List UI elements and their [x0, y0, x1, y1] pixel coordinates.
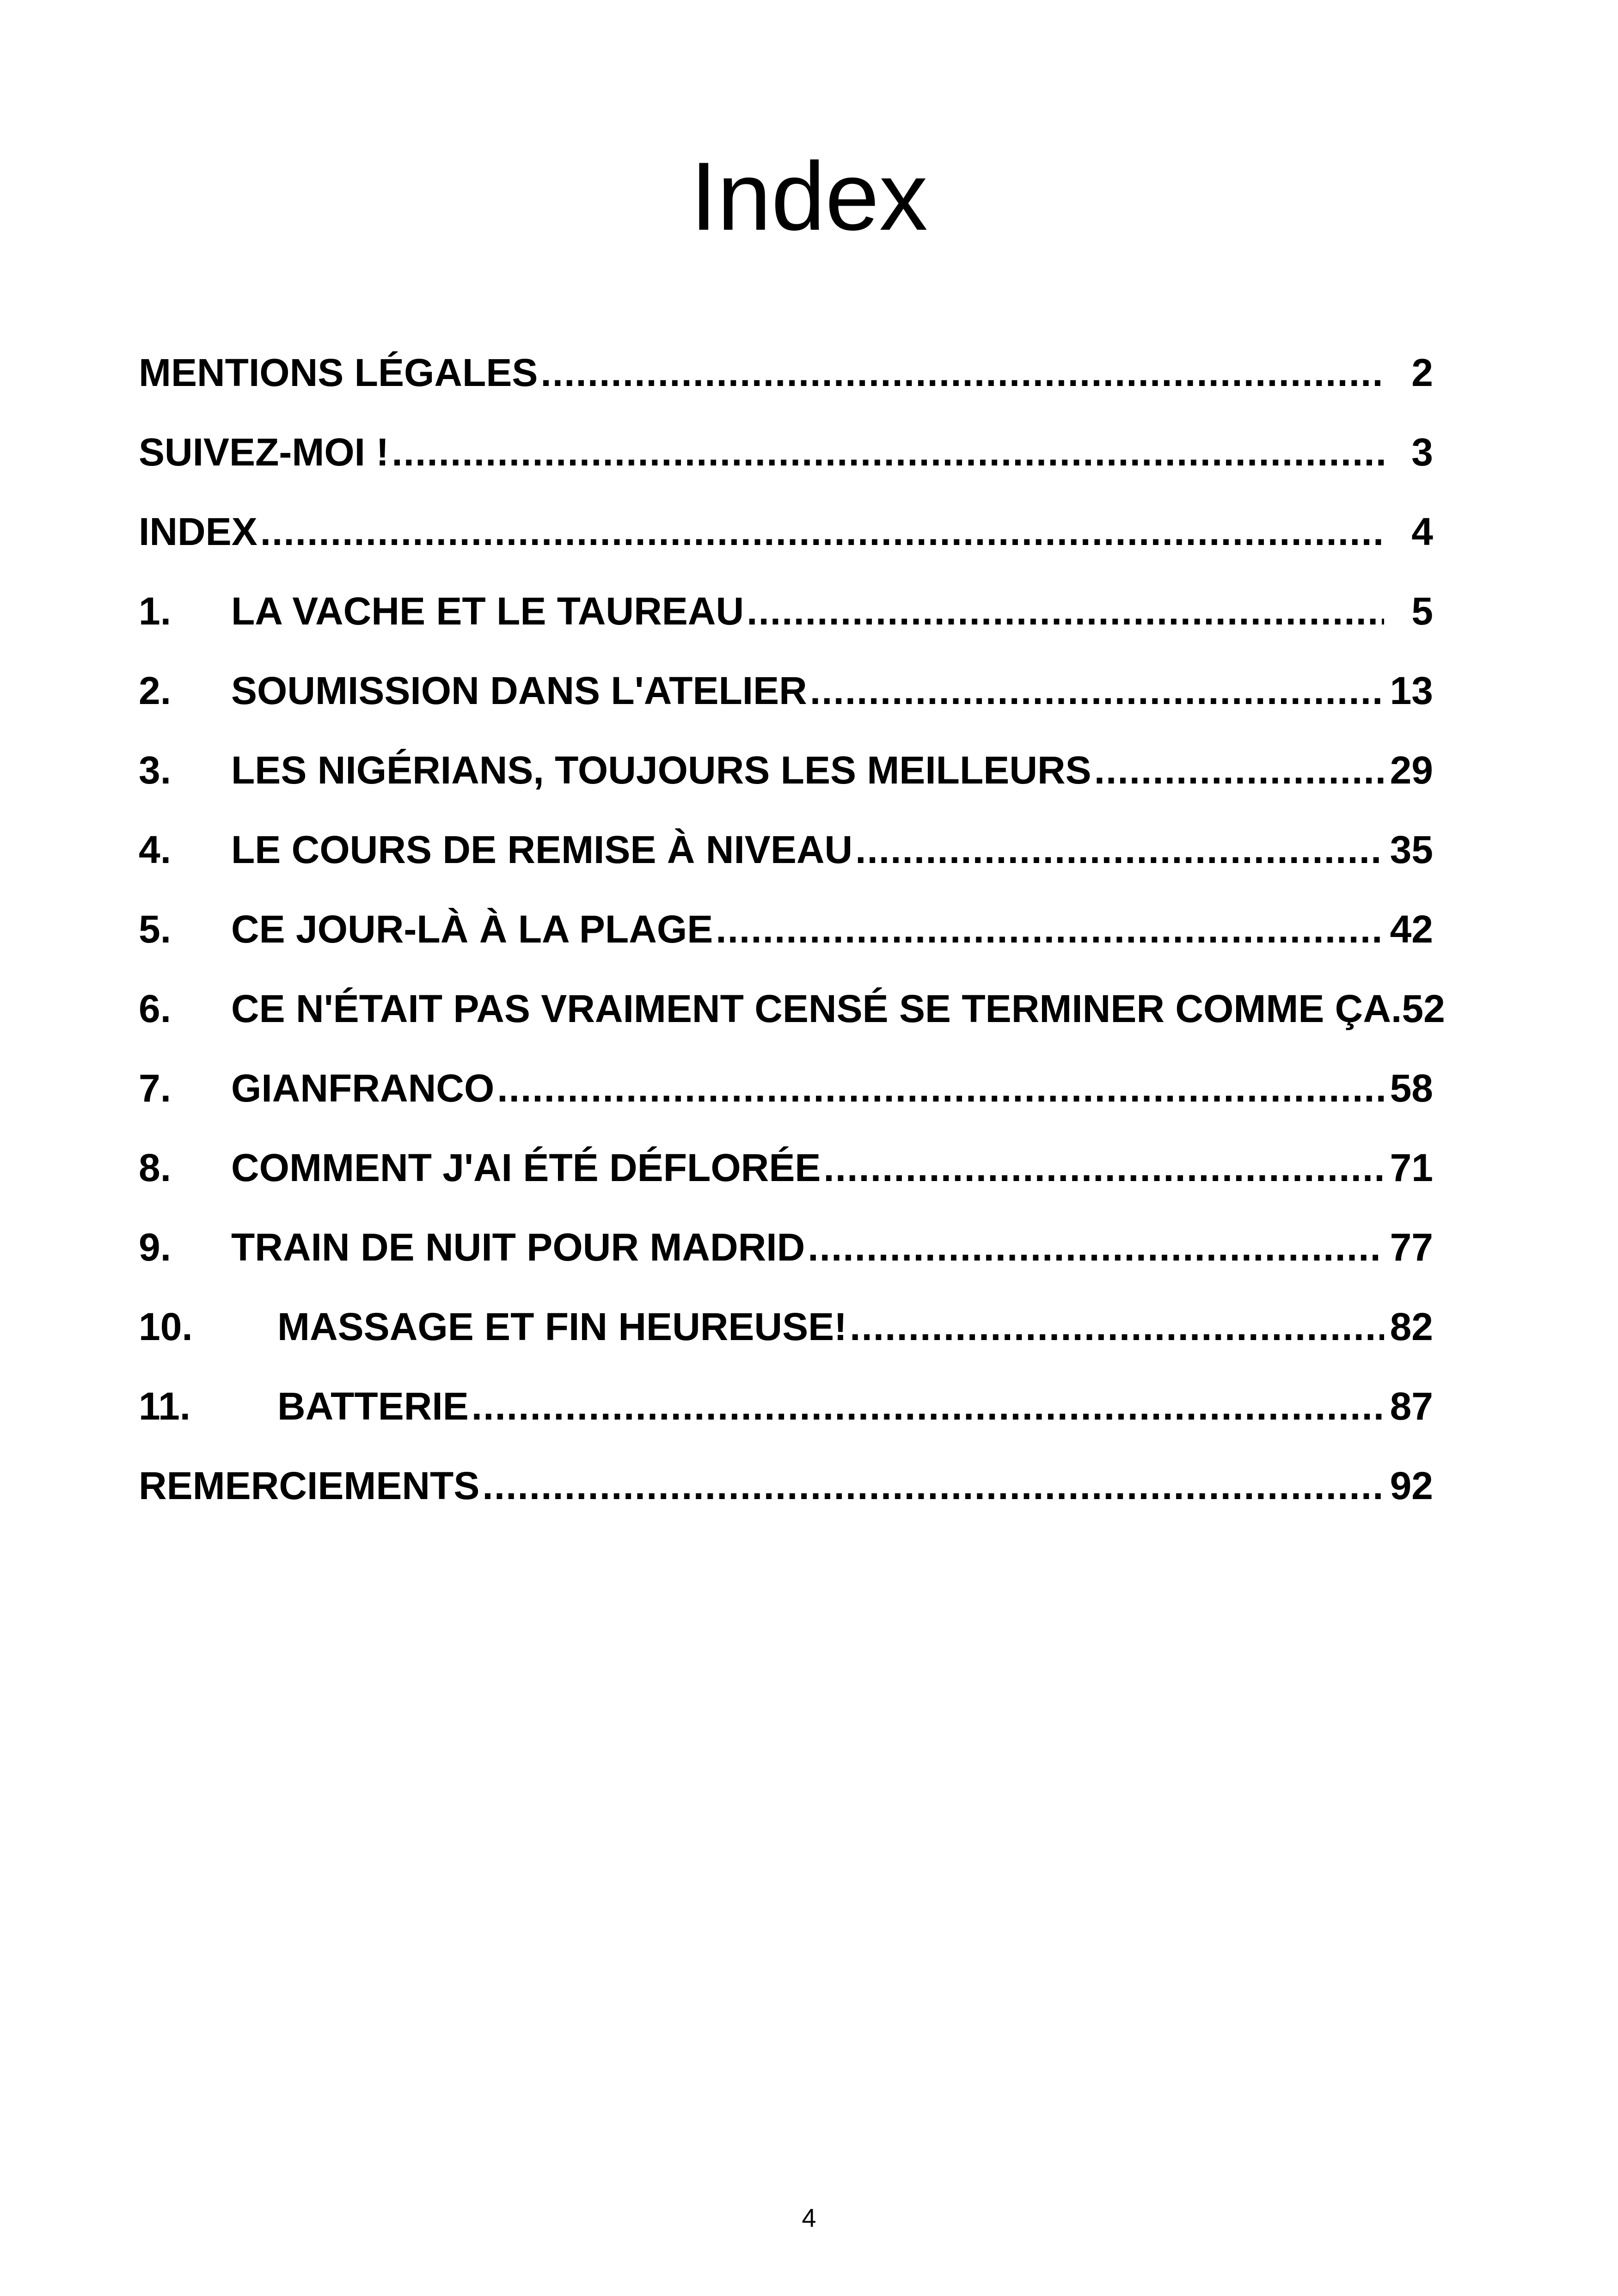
toc-entry-chapter-6[interactable] — [139, 969, 1445, 1048]
toc-entry-remerciements[interactable] — [139, 1446, 1433, 1525]
toc-leader-dots — [823, 1148, 1384, 1187]
page-number: 4 — [802, 2203, 816, 2232]
toc-entry-page: 52 — [1402, 987, 1445, 1030]
toc-entry-page: 71 — [1390, 1146, 1433, 1189]
toc-entry-label: CE JOUR-LÀ À LA PLAGE — [231, 907, 713, 951]
toc-entry-page: 92 — [1390, 1464, 1433, 1507]
toc-entry-label: MENTIONS LÉGALES — [139, 351, 538, 394]
toc-leader-dots — [472, 1387, 1384, 1426]
toc-entry-page: 58 — [1390, 1066, 1433, 1110]
toc-entry-number: 7. — [139, 1066, 172, 1110]
toc-entry-page: 77 — [1390, 1225, 1433, 1269]
toc-entry-label: COMMENT J'AI ÉTÉ DÉFLORÉE — [231, 1146, 821, 1189]
toc-entry-label: TRAIN DE NUIT POUR MADRID — [231, 1225, 805, 1269]
toc-entry-page: 13 — [1390, 669, 1433, 712]
toc-entry-label: MASSAGE ET FIN HEUREUSE! — [277, 1305, 847, 1348]
toc-entry-label: CE N'ÉTAIT PAS VRAIMENT CENSÉ SE TERMINER COMME ÇA. — [231, 987, 1402, 1030]
toc-entry-page: 4 — [1411, 510, 1433, 553]
toc-leader-dots — [1094, 751, 1384, 790]
toc-leader-dots — [810, 671, 1384, 710]
toc-entry-label: INDEX — [139, 510, 257, 553]
toc-entry-chapter-3[interactable] — [139, 730, 1433, 810]
page-title: Index — [690, 142, 928, 251]
toc-leader-dots — [716, 910, 1384, 949]
toc-entry-page: 42 — [1390, 907, 1433, 951]
toc-entry-page: 35 — [1390, 828, 1433, 871]
toc-entry-label: LA VACHE ET LE TAUREAU — [231, 589, 744, 633]
toc-leader-dots — [855, 830, 1384, 869]
toc-entry-chapter-5[interactable] — [139, 889, 1433, 969]
toc-entry-chapter-2[interactable] — [139, 651, 1433, 730]
toc-leader-dots — [808, 1228, 1384, 1267]
toc-entry-label: LES NIGÉRIANS, TOUJOURS LES MEILLEURS — [231, 748, 1091, 792]
toc-leader-dots — [392, 433, 1384, 471]
toc-entry-page: 29 — [1390, 748, 1433, 792]
toc-entry-page: 2 — [1411, 351, 1433, 394]
toc-entry-page: 87 — [1390, 1384, 1433, 1428]
toc-entry-number: 6. — [139, 987, 172, 1030]
toc-leader-dots — [540, 353, 1384, 392]
toc-entry-number: 2. — [139, 669, 172, 712]
toc-entry-number: 11. — [139, 1384, 191, 1428]
toc-entry-number: 1. — [139, 589, 172, 633]
toc-entry-label: BATTERIE — [277, 1384, 469, 1428]
toc-entry-page: 3 — [1411, 430, 1433, 474]
toc-entry-mentions-legales[interactable] — [139, 333, 1433, 412]
toc-entry-chapter-4[interactable] — [139, 810, 1433, 889]
toc-entry-chapter-11[interactable] — [139, 1366, 1433, 1446]
toc-entry-index[interactable] — [139, 492, 1433, 571]
toc-leader-dots — [482, 1466, 1384, 1505]
toc-entry-number: 3. — [139, 748, 172, 792]
toc-entry-number: 4. — [139, 828, 172, 871]
toc-entry-chapter-10[interactable] — [139, 1287, 1433, 1366]
toc-entry-number: 8. — [139, 1146, 172, 1189]
toc-entry-page: 82 — [1390, 1305, 1433, 1348]
toc-entry-chapter-1[interactable] — [139, 571, 1433, 651]
toc-leader-dots — [497, 1069, 1384, 1108]
toc-entry-chapter-9[interactable] — [139, 1207, 1433, 1287]
toc-entry-suivez-moi[interactable] — [139, 412, 1433, 492]
table-of-contents — [139, 333, 1445, 1525]
toc-entry-chapter-7[interactable] — [139, 1048, 1433, 1128]
toc-entry-number: 9. — [139, 1225, 172, 1269]
toc-entry-label: REMERCIEMENTS — [139, 1464, 480, 1507]
toc-entry-chapter-8[interactable] — [139, 1128, 1433, 1207]
toc-entry-number: 10. — [139, 1305, 193, 1348]
toc-leader-dots — [850, 1307, 1384, 1346]
toc-entry-page: 5 — [1411, 589, 1433, 633]
toc-leader-dots — [747, 592, 1384, 631]
toc-entry-label: SOUMISSION DANS L'ATELIER — [231, 669, 807, 712]
toc-entry-label: GIANFRANCO — [231, 1066, 495, 1110]
toc-entry-number: 5. — [139, 907, 172, 951]
toc-entry-label: LE COURS DE REMISE À NIVEAU — [231, 828, 853, 871]
toc-entry-label: SUIVEZ-MOI ! — [139, 430, 389, 474]
toc-leader-dots — [260, 512, 1384, 551]
